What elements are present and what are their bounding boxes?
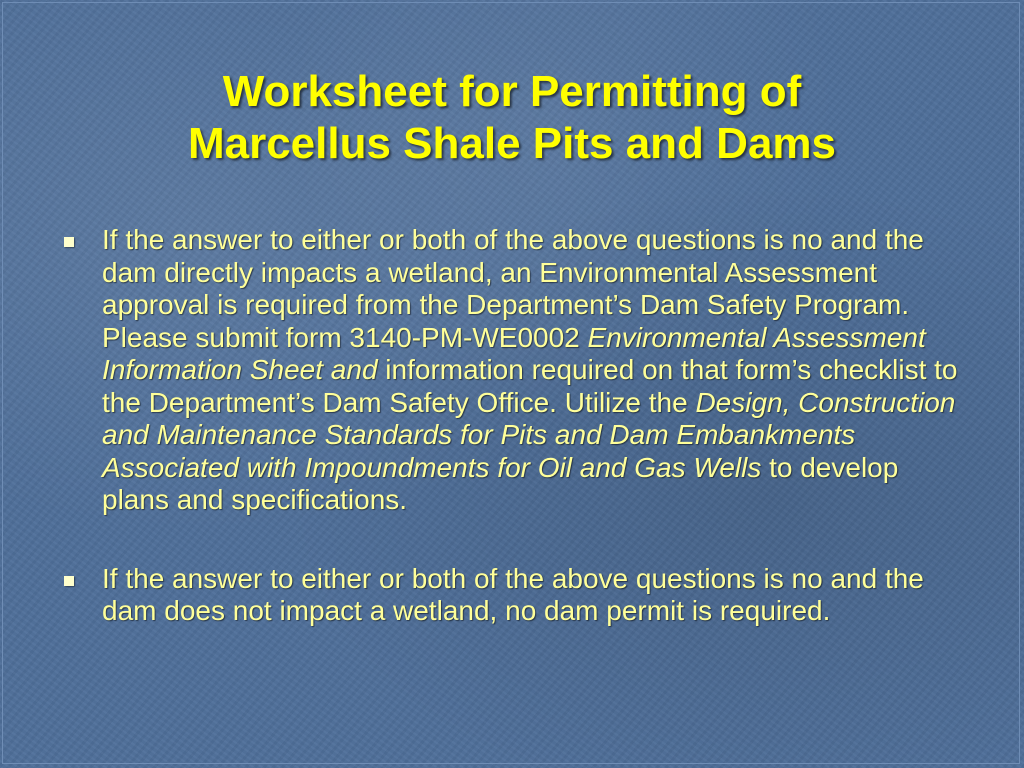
bullet2-text: If the answer to either or both of the above questions is no and the dam does not impact a wetland, no dam permit is required. [102,562,924,626]
square-bullet-icon [64,576,74,586]
bullet1-form-title: Environmental Assessment Information Sheet and [102,321,926,385]
bullet1-text-part3: information required on that form’s checklist to the Department’s Dam Safety Office. Utilize the [102,354,958,418]
bullet-item-wetland-impact [64,224,964,517]
bullet1-standards-title: Design, Construction and Maintenance Standards for Pits and Dam Embankments Associated with Impoundments for Oil and Gas Wells [102,386,956,483]
slide-title [60,66,964,170]
bullet-item-no-wetland-impact [64,563,964,628]
bullet-list [64,224,964,628]
title-line-1: Worksheet for Permitting of [222,67,802,116]
bullet1-text-part5: to develop plans and specifications. [102,451,899,515]
bullet1-text-part1: If the answer to either or both of the above questions is no and the dam directly impacts a wetland, an Environmental Assessment approval is required from the Department’s Dam Safety Program. Please submit form 3140-PM-WE0002 [102,224,924,353]
title-line-2: Marcellus Shale Pits and Dams [187,119,837,168]
square-bullet-icon [64,237,74,247]
